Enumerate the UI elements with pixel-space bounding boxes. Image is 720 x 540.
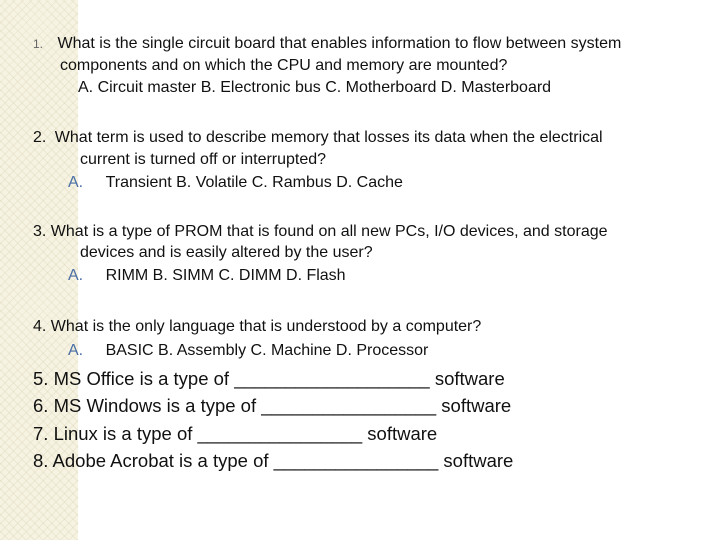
question-1-options: A. Circuit master B. Electronic bus C. Motherboard D. Masterboard: [78, 79, 552, 96]
question-1-text-line-2: components and on which the CPU and memory are mounted?: [60, 57, 508, 74]
fill-in-question-8: 8. Adobe Acrobat is a type of ________________ software: [33, 450, 514, 471]
question-3-options-text: RIMM B. SIMM C. DIMM D. Flash: [105, 267, 346, 284]
question-4-text-line-1: What is the only language that is understood by a computer?: [50, 318, 482, 335]
question-2-number: 2.: [33, 129, 47, 146]
question-3-text-line-1: What is a type of PROM that is found on all new PCs, I/O devices, and storage: [50, 223, 608, 240]
question-3-options: [68, 266, 346, 286]
fill-in-question-6: 6. MS Windows is a type of _________________ software: [33, 395, 512, 416]
question-4-option-a-letter: A.: [68, 342, 84, 359]
question-3: [33, 222, 608, 242]
question-2-option-a-letter: A.: [68, 174, 84, 191]
question-1: [33, 34, 621, 54]
question-2-text-line-1: What term is used to describe memory that losses its data when the electrical: [54, 129, 603, 146]
question-2-options: [68, 173, 403, 193]
fill-in-question-7: 7. Linux is a type of ________________ software: [33, 423, 438, 444]
question-4-options: [68, 341, 428, 361]
question-2: [33, 128, 603, 148]
question-4-options-text: BASIC B. Assembly C. Machine D. Processor: [105, 342, 429, 359]
fill-in-question-5: 5. MS Office is a type of ___________________ software: [33, 368, 505, 389]
question-1-text-line-1: What is the single circuit board that enables information to flow between system: [57, 35, 622, 52]
question-2-options-text: Transient B. Volatile C. Rambus D. Cache: [105, 174, 403, 191]
question-3-number: 3.: [33, 223, 47, 240]
question-4-number: 4.: [33, 318, 47, 335]
question-2-text-line-2: current is turned off or interrupted?: [80, 151, 327, 168]
question-3-option-a-letter: A.: [68, 267, 84, 284]
question-1-number: 1.: [33, 37, 44, 51]
question-3-text-line-2: devices and is easily altered by the user?: [80, 244, 373, 261]
question-4: [33, 317, 481, 337]
